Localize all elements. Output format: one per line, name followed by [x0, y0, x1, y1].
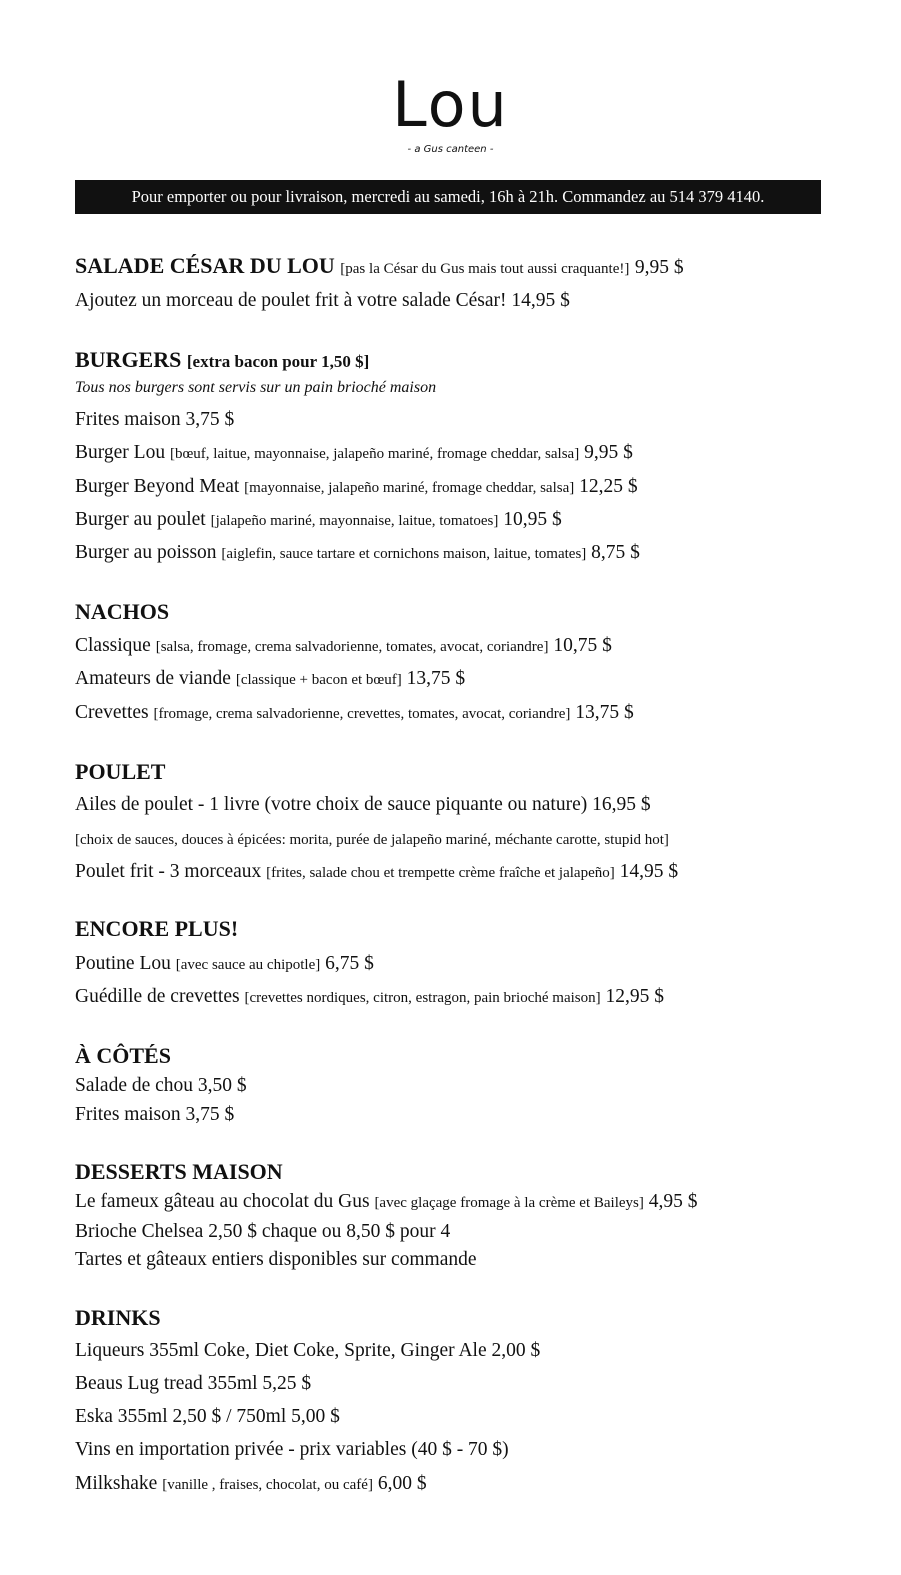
item-desc: [bœuf, laitue, mayonnaise, jalapeño mariné, fromage cheddar, salsa] [169, 446, 580, 462]
item-desc: [jalapeño mariné, mayonnaise, laitue, tomatoes] [210, 513, 499, 529]
item-name: Le fameux gâteau au chocolat du Gus [75, 1191, 370, 1212]
item-price: 12,95 $ [605, 986, 664, 1007]
item-price: 14,95 $ [619, 861, 679, 882]
item-price: 12,25 $ [579, 476, 638, 497]
section-title-poulet: POULET [75, 759, 166, 784]
section-title-desserts: DESSERTS MAISON [75, 1159, 283, 1184]
menu-item [75, 1189, 697, 1216]
item-name: Crevettes [75, 702, 149, 723]
menu-item [75, 984, 664, 1011]
item-name: Burger Beyond Meat [75, 476, 240, 497]
item-name: Amateurs de viande [75, 668, 231, 689]
item-desc: [aiglefin, sauce tartare et cornichons maison, laitue, tomates] [221, 546, 587, 562]
burgers-note: [extra bacon pour 1,50 $] [186, 352, 370, 371]
list-item: Frites maison 3,75 $ [75, 1104, 235, 1125]
list-item: Eska 355ml 2,50 $ / 750ml 5,00 $ [75, 1406, 340, 1427]
item-desc: [fromage, crema salvadorienne, crevettes, tomates, avocat, coriandre] [153, 706, 571, 722]
poulet-wings: Ailes de poulet - 1 livre (votre choix de sauce piquante ou nature) 16,95 $ [75, 794, 651, 815]
section-title-salade [75, 252, 684, 283]
item-desc: [avec sauce au chipotle] [175, 957, 321, 973]
list-item: Vins en importation privée - prix variables (40 $ - 70 $) [75, 1439, 509, 1460]
menu-item [75, 407, 234, 433]
list-item: Salade de chou 3,50 $ [75, 1075, 247, 1096]
item-price: 9,95 $ [584, 442, 633, 463]
item-price: 10,95 $ [503, 509, 562, 530]
item-desc: [frites, salade chou et trempette crème fraîche et jalapeño] [266, 865, 615, 881]
section-title-burgers [75, 346, 369, 376]
section-title-encore: ENCORE PLUS! [75, 916, 239, 941]
item-price: 6,00 $ [377, 1473, 427, 1494]
salade-extra: Ajoutez un morceau de poulet frit à votre salade César! 14,95 $ [75, 290, 570, 311]
item-desc: [mayonnaise, jalapeño mariné, fromage cheddar, salsa] [244, 480, 575, 496]
list-item: Beaus Lug tread 355ml 5,25 $ [75, 1373, 312, 1394]
order-banner: Pour emporter ou pour livraison, mercredi au samedi, 16h à 21h. Commandez au 514 379 4140. [75, 180, 821, 214]
menu-item [75, 507, 562, 534]
menu-item [75, 700, 634, 727]
item-name: Poutine Lou [75, 953, 171, 974]
item-price: 10,75 $ [553, 635, 612, 656]
salade-note: [pas la César du Gus mais tout aussi craquante!] [340, 261, 630, 277]
item-price: 13,75 $ [406, 668, 466, 689]
burgers-title: BURGERS [75, 347, 182, 372]
logo-tagline: - a Gus canteen - [407, 144, 494, 155]
item-name: Classique [75, 635, 151, 656]
menu-item [75, 859, 678, 886]
item-name: Frites maison [75, 409, 181, 430]
item-desc: [vanille , fraises, chocolat, ou café] [162, 1477, 373, 1493]
salade-title: SALADE CÉSAR DU LOU [75, 253, 335, 278]
section-title-cotes: À CÔTÉS [75, 1043, 171, 1068]
list-item: Liqueurs 355ml Coke, Diet Coke, Sprite, Ginger Ale 2,00 $ [75, 1340, 541, 1361]
item-price: 13,75 $ [575, 702, 634, 723]
item-desc: [classique + bacon et bœuf] [235, 672, 402, 688]
item-price: 3,75 $ [185, 409, 235, 430]
menu-item [75, 1471, 427, 1498]
item-name: Milkshake [75, 1473, 158, 1494]
item-price: 4,95 $ [648, 1191, 698, 1212]
poulet-sauces: [choix de sauces, douces à épicées: morita, purée de jalapeño mariné, méchante carotte, stupid hot] [75, 832, 669, 848]
menu-item [75, 540, 640, 567]
item-price: 8,75 $ [591, 542, 640, 563]
item-name: Burger au poisson [75, 542, 217, 563]
item-name: Burger Lou [75, 442, 166, 463]
burgers-subtitle: Tous nos burgers sont servis sur un pain brioché maison [75, 379, 437, 396]
menu-item [75, 633, 612, 660]
menu-item [75, 474, 638, 501]
item-name: Burger au poulet [75, 509, 206, 530]
item-desc: [crevettes nordiques, citron, estragon, pain brioché maison] [244, 990, 601, 1006]
item-name: Poulet frit - 3 morceaux [75, 861, 262, 882]
section-title-drinks: DRINKS [75, 1305, 161, 1330]
menu-item [75, 440, 633, 467]
item-name: Guédille de crevettes [75, 986, 240, 1007]
dessert-brioche: Brioche Chelsea 2,50 $ chaque ou 8,50 $ pour 4 [75, 1221, 451, 1242]
logo [0, 62, 901, 156]
salade-price: 9,95 $ [634, 257, 684, 278]
section-title-nachos: NACHOS [75, 599, 170, 624]
logo-wordmark: Lou [392, 68, 509, 141]
menu-item [75, 951, 374, 978]
item-desc: [avec glaçage fromage à la crème et Baileys] [374, 1195, 644, 1211]
item-desc: [salsa, fromage, crema salvadorienne, tomates, avocat, coriandre] [155, 639, 549, 655]
item-price: 6,75 $ [325, 953, 374, 974]
dessert-order-note: Tartes et gâteaux entiers disponibles sur commande [75, 1249, 477, 1270]
menu-item [75, 666, 465, 693]
